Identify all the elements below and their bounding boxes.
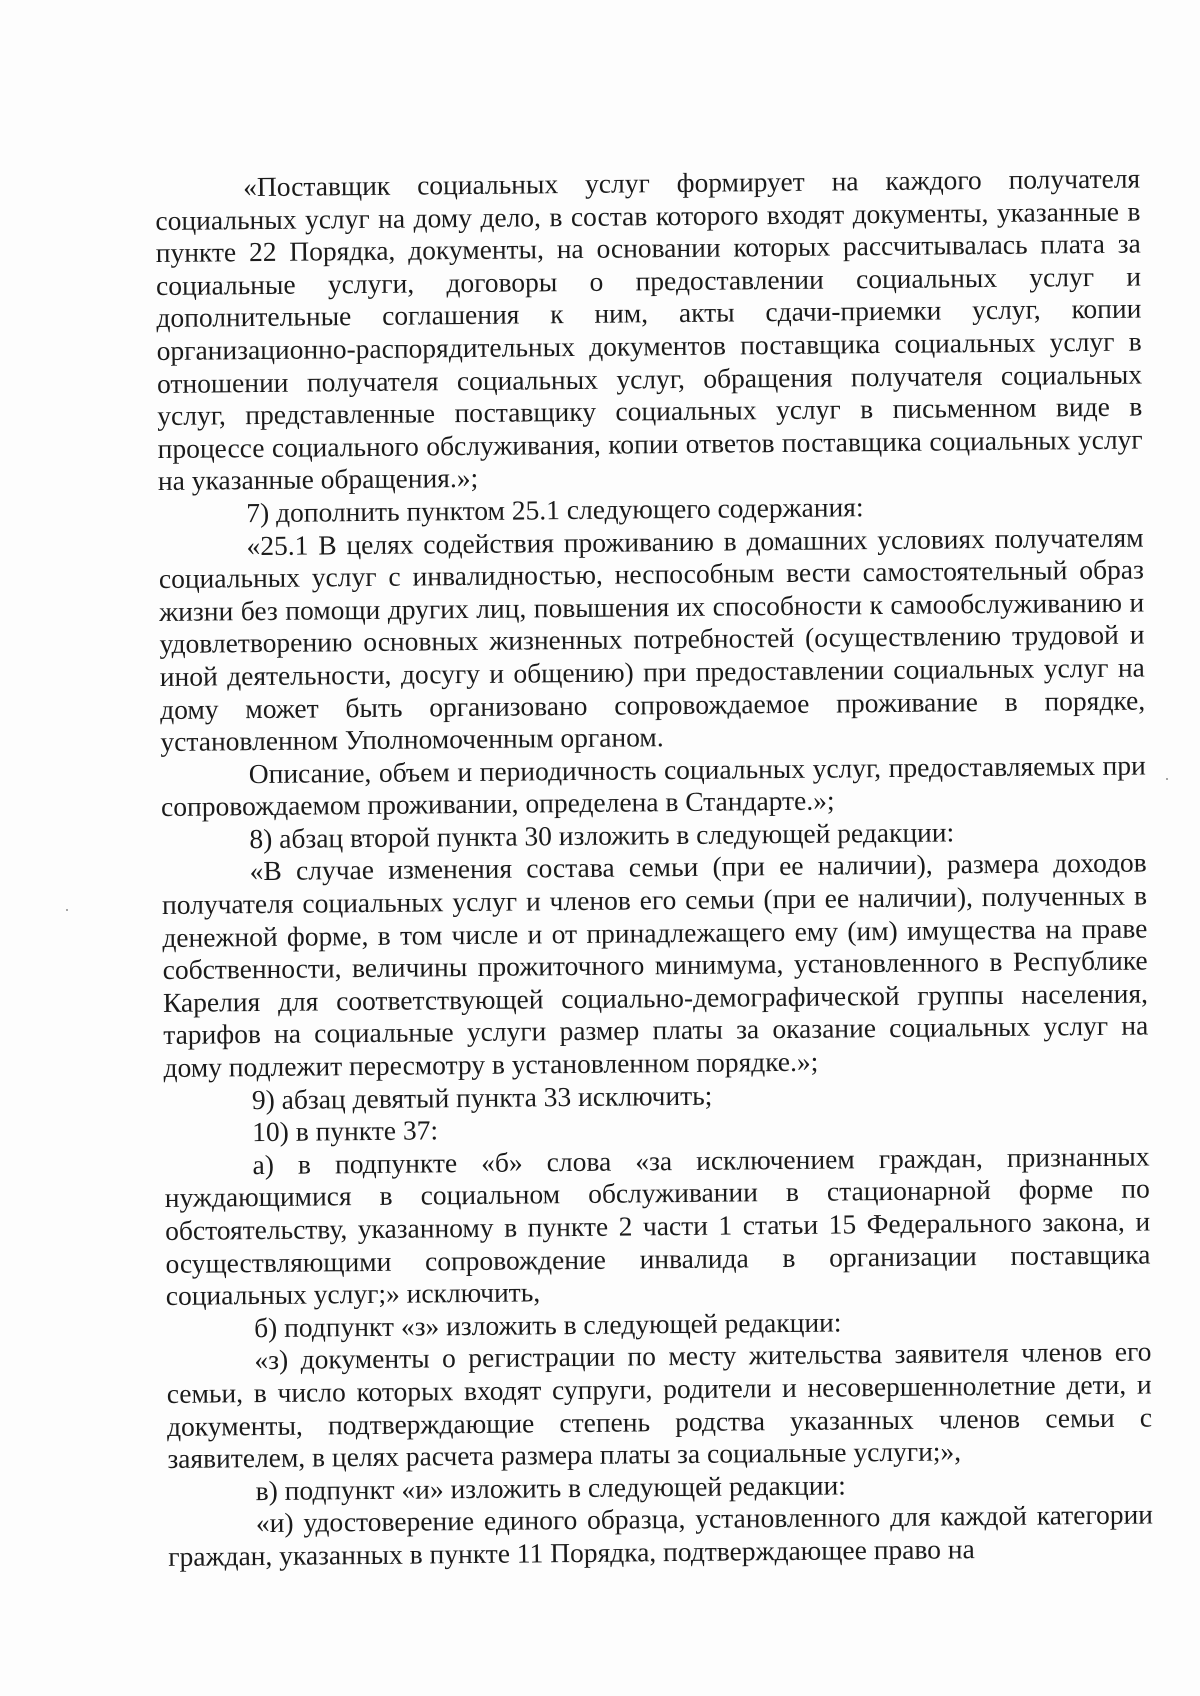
paragraph-subpoint-z: «з) документы о регистрации по месту жительства заявителя членов его семьи, в число которых входят супруги, родители и несовершеннолетние дети, и документы, подтверждающие степень родства указанных членов семьи с заявителем, в целях расчета размера платы за социальные услуги;», [166,1335,1153,1475]
scan-speck [1166,778,1168,780]
paragraph-item-9: 9) абзац девятый пункта 33 исключить; [251,1079,713,1115]
paragraph-item-7: 7) дополнить пунктом 25.1 следующего содержания: [246,491,864,529]
paragraph-subpoint-i: «и) удостоверение единого образца, установленного для каждой категории граждан, указанных в пункте 11 Порядка, подтверждающее право на [168,1498,1154,1572]
paragraph-case-file: «Поставщик социальных услуг формирует на каждого получателя социальных услуг на дому дело, в состав которого входят документы, указанные в пункте 22 Порядка, документы, на основании которых рассчитывалась плата за социальные услуги, договоры о предоставлении социальных услуг и дополнительные соглашения к ним, акты сдачи-приемки услуг, копии организационно-распорядительных документов поставщика социальных услуг в отношении получателя социальных услуг, обращения получателя социальных услуг, представленные поставщику социальных услуг в письменном виде в процессе социального обслуживания, копии ответов поставщика социальных услуг на указанные обращения.»; [155,162,1143,497]
paragraph-item-10: 10) в пункте 37: [252,1114,439,1148]
paragraph-standard-description: Описание, объем и периодичность социальных услуг, предоставляемых при сопровождаемом проживании, определена в Стандарте.»; [160,749,1146,823]
paragraph-subitem-b: б) подпункт «з» изложить в следующей редакции: [253,1306,842,1343]
paragraph-subitem-a: а) в подпункте «б» слова «за исключением граждан, признанных нуждающимися в социальном обслуживании в стационарной форме по обстоятельству, указанному в пункте 2 части 1 статьи 15 Федерального закона, и осуществляющими сопровождение инвалида в организации поставщика социальных услуг;» исключить, [164,1140,1151,1312]
paragraph-family-change: «В случае изменения состава семьи (при ее наличии), размера доходов получателя социальных услуг и членов его семьи (при ее наличии), полученных в денежной форме, в том числе и от принадлежащего ему (им) имущества на праве собственности, величины прожиточного минимума, установленного в Республике Карелия для соответствующей социально-демографической группы населения, тарифов на социальные услуги размер платы за оказание социальных услуг на дому подлежит пересмотру в установленном порядке.»; [161,846,1149,1083]
paragraph-subitem-v: в) подпункт «и» изложить в следующей редакции: [255,1469,846,1506]
scan-speck [66,909,68,911]
paragraph-item-8: 8) абзац второй пункта 30 изложить в следующей редакции: [249,816,955,854]
document-body [155,163,1153,1574]
paragraph-point-25-1: «25.1 В целях содействия проживанию в домашних условиях получателям социальных услуг с инвалидностью, неспособным вести самостоятельный образ жизни без помощи других лиц, повышения их способности к самообслуживанию и удовлетворению основных жизненных потребностей (осуществлению трудовой и иной деятельности, досугу и общению) при предоставлении социальных услуг на дому может быть организовано сопровождаемое проживание в порядке, установленном Уполномоченным органом. [158,521,1146,758]
